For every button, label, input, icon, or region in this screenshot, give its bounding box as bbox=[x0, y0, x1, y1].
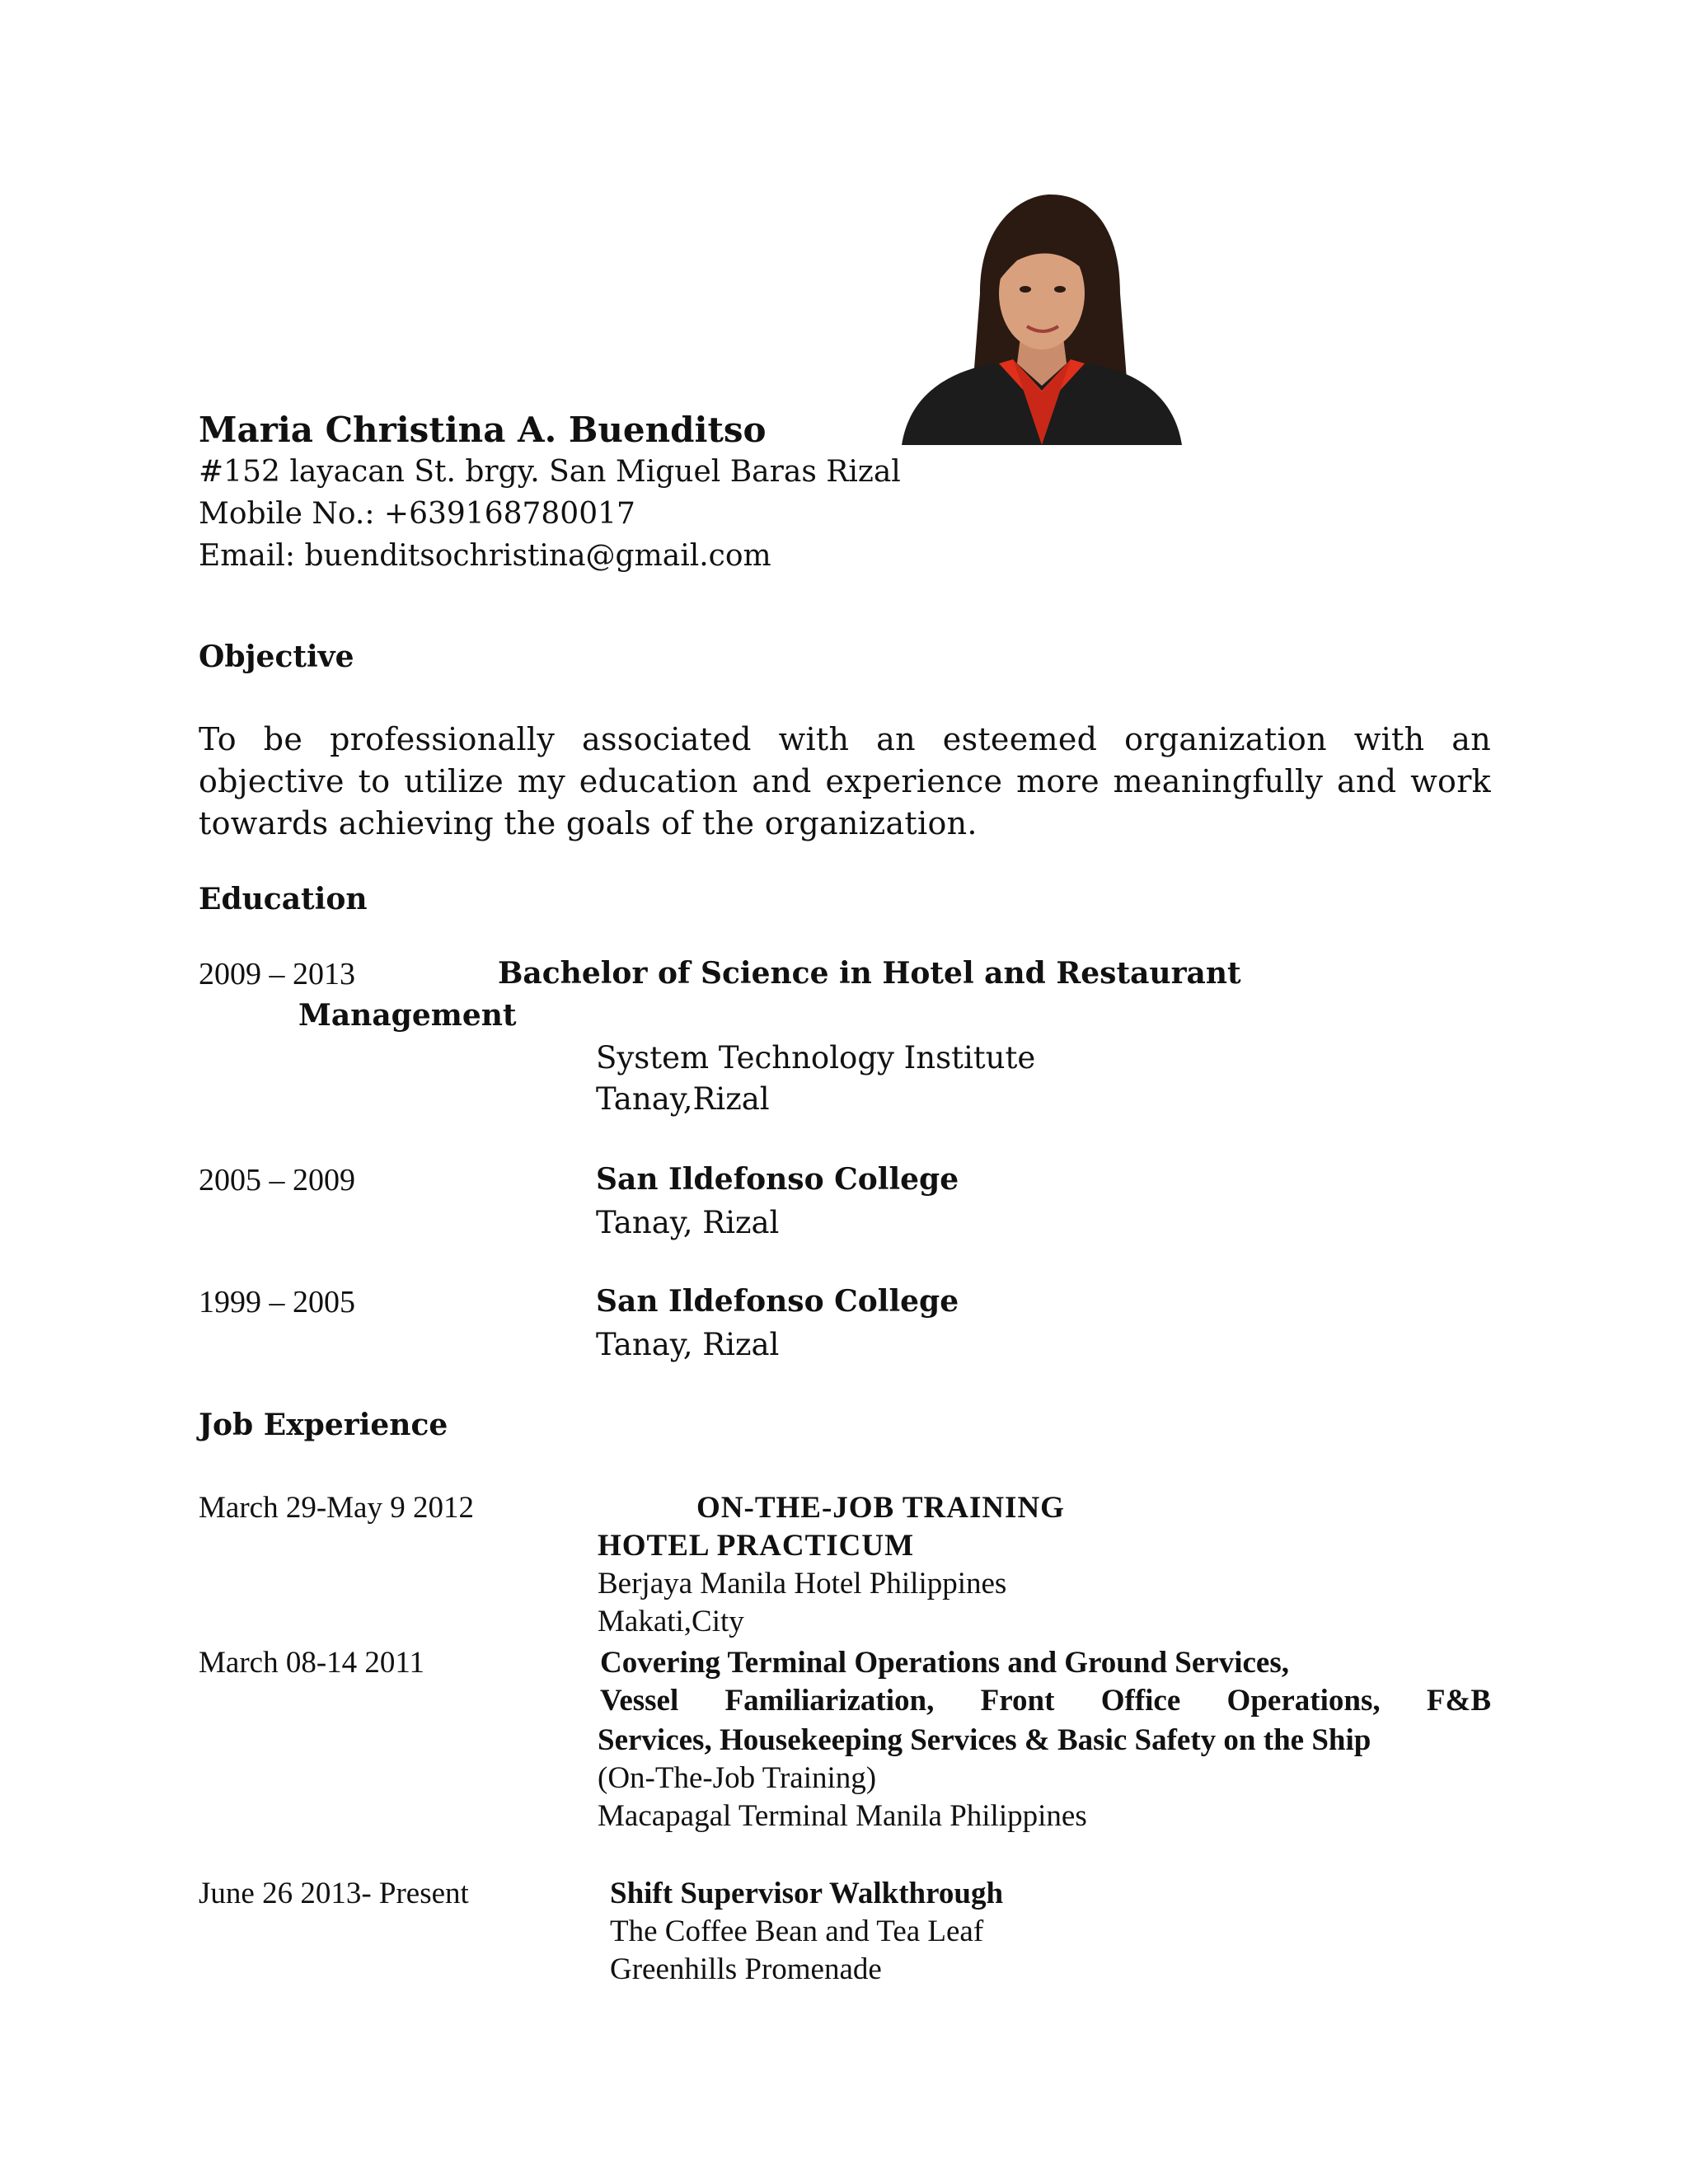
job-title: ON-THE-JOB TRAINING bbox=[696, 1491, 1065, 1525]
degree-title: Bachelor of Science in Hotel and Restaurant bbox=[498, 956, 1241, 991]
email-address: Email: buenditsochristina@gmail.com bbox=[199, 539, 771, 573]
education-heading: Education bbox=[199, 882, 368, 916]
job-location: Makati,City bbox=[598, 1605, 744, 1638]
objective-heading: Objective bbox=[199, 640, 354, 674]
job-company: The Coffee Bean and Tea Leaf bbox=[610, 1915, 984, 1948]
job-note: (On-The-Job Training) bbox=[598, 1761, 877, 1795]
school-location: Tanay, Rizal bbox=[596, 1205, 780, 1240]
job-company: Berjaya Manila Hotel Philippines bbox=[598, 1567, 1007, 1601]
job-dates: March 08-14 2011 bbox=[199, 1646, 425, 1680]
job-experience-heading: Job Experience bbox=[199, 1408, 448, 1442]
profile-photo bbox=[902, 194, 1182, 445]
education-dates: 1999 – 2005 bbox=[199, 1285, 355, 1319]
education-dates: 2009 – 2013 bbox=[199, 957, 355, 991]
job-subtitle: HOTEL PRACTICUM bbox=[598, 1529, 915, 1563]
job-description-line: Vessel Familiarization, Front Office Operations, F&B bbox=[600, 1684, 1491, 1718]
job-description-line: Covering Terminal Operations and Ground Services, bbox=[600, 1646, 1289, 1680]
address: #152 layacan St. brgy. San Miguel Baras Rizal bbox=[199, 455, 901, 489]
job-title: Shift Supervisor Walkthrough bbox=[610, 1877, 1004, 1910]
profile-photo-icon bbox=[902, 194, 1182, 445]
mobile-number: Mobile No.: +639168780017 bbox=[199, 497, 635, 531]
school-name: San Ildefonso College bbox=[596, 1284, 959, 1319]
school-location: Tanay,Rizal bbox=[596, 1081, 770, 1117]
job-dates: June 26 2013- Present bbox=[199, 1877, 469, 1910]
education-dates: 2005 – 2009 bbox=[199, 1163, 355, 1197]
school-location: Tanay, Rizal bbox=[596, 1327, 780, 1362]
job-dates: March 29-May 9 2012 bbox=[199, 1491, 474, 1525]
school-name: System Technology Institute bbox=[596, 1040, 1036, 1076]
objective-text: To be professionally associated with an esteemed organization with an objective to utilize my education and experience more meaningfully and work towards achieving the goals of the organization. bbox=[199, 721, 1491, 841]
degree-title-continued: Management bbox=[298, 998, 517, 1033]
job-location: Greenhills Promenade bbox=[610, 1952, 882, 1986]
school-name: San Ildefonso College bbox=[596, 1162, 959, 1197]
job-location: Macapagal Terminal Manila Philippines bbox=[598, 1799, 1087, 1833]
applicant-name: Maria Christina A. Buenditso bbox=[199, 410, 767, 450]
job-description-line: Services, Housekeeping Services & Basic Safety on the Ship bbox=[598, 1723, 1372, 1757]
